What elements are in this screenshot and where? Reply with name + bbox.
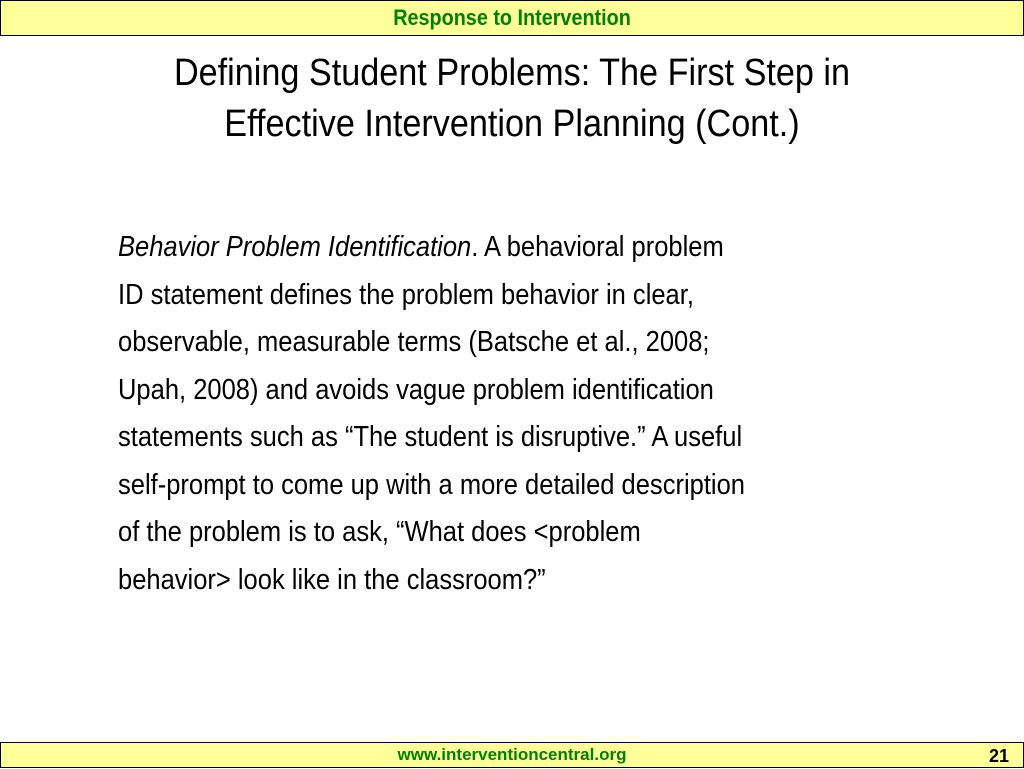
body-line-1 bbox=[118, 224, 875, 272]
body-line-7: of the problem is to ask, “What does <problem bbox=[118, 516, 641, 548]
slide-title-line-2: Effective Intervention Planning (Cont.) bbox=[224, 103, 800, 145]
body-line-8: behavior> look like in the classroom?” bbox=[118, 563, 546, 596]
body-line-5: statements such as “The student is disruptive.” A useful bbox=[118, 421, 743, 453]
body-line-1-rest: . A behavioral problem bbox=[471, 231, 724, 263]
body-line-3: observable, measurable terms (Batsche et al., 2008; bbox=[118, 326, 710, 358]
body-line-2: ID statement defines the problem behavior in clear, bbox=[118, 278, 694, 311]
page-number: 21 bbox=[988, 746, 1009, 766]
header-bar bbox=[0, 0, 1024, 36]
body-line-4: Upah, 2008) and avoids vague problem identification bbox=[118, 373, 714, 406]
footer-website-link[interactable]: www.interventioncentral.org bbox=[397, 745, 627, 764]
slide-title-line-1: Defining Student Problems: The First Step in bbox=[173, 52, 851, 94]
slide-title bbox=[105, 48, 919, 150]
footer-bar bbox=[0, 742, 1024, 768]
lead-term: Behavior Problem Identification bbox=[118, 231, 472, 263]
body-line-6: self-prompt to come up with a more detailed description bbox=[118, 468, 745, 501]
header-title: Response to Intervention bbox=[393, 5, 631, 30]
body-paragraph bbox=[118, 224, 875, 604]
